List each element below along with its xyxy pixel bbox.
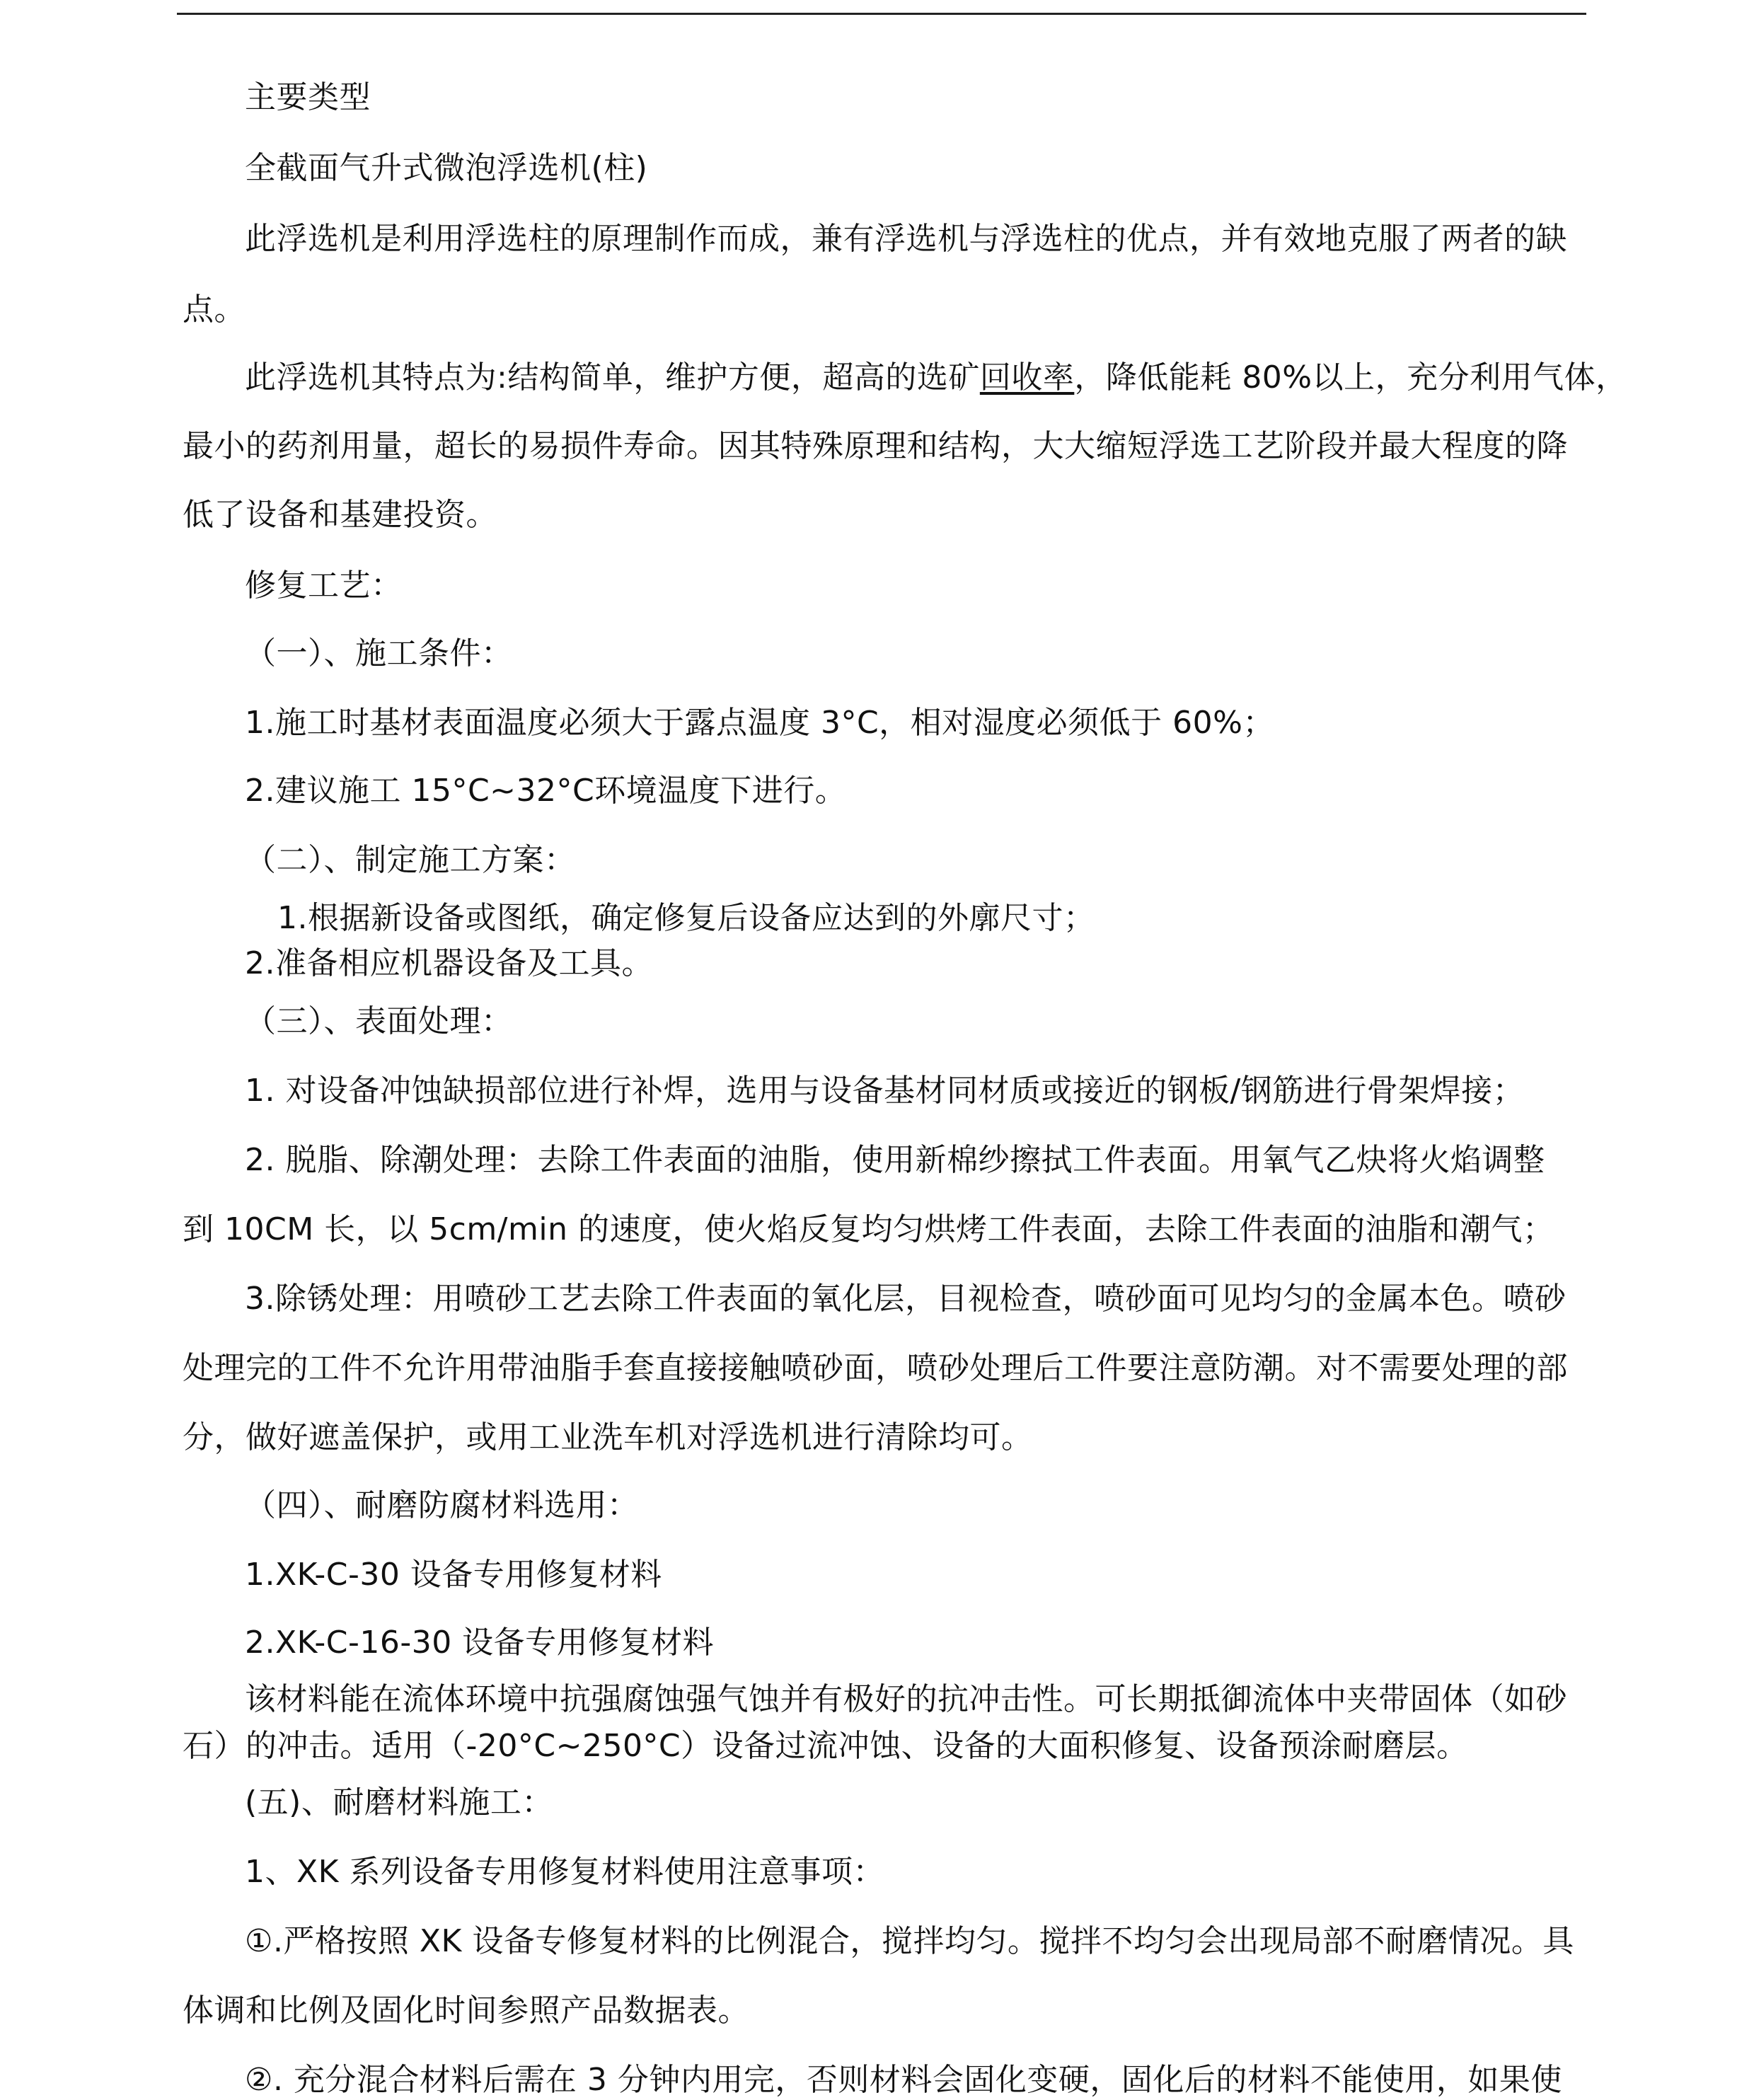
section1-title: （一）、施工条件： <box>245 635 513 671</box>
para2-line3: 低了设备和基建投资。 <box>183 497 497 533</box>
para2-line2: 最小的药剂用量，超长的易损件寿命。因其特殊原理和结构，大大缩短浮选工艺阶段并最大程度的降 <box>183 428 1568 464</box>
heading-repair: 修复工艺： <box>245 567 403 604</box>
section1-item1: 1.施工时基材表面温度必须大于露点温度 3°C，相对湿度必须低于 60%； <box>245 705 1274 741</box>
section5-title: (五)、耐磨材料施工： <box>245 1784 553 1821</box>
section3-item3-line1: 3.除锈处理：用喷砂工艺去除工件表面的氧化层，目视检查，喷砂面可见均匀的金属本色。喷砂 <box>245 1281 1567 1317</box>
section3-item1: 1. 对设备冲蚀缺损部位进行补焊，选用与设备基材同材质或接近的钢板/钢筋进行骨架焊接； <box>245 1073 1525 1109</box>
para2-text-b: ，降低能耗 80%以上，充分利用气体， <box>1074 359 1627 396</box>
section3-item2-line1: 2. 脱脂、除潮处理：去除工件表面的油脂，使用新棉纱擦拭工件表面。用氧气乙炔将火焰调整 <box>245 1142 1545 1178</box>
section5-note1-line2: 体调和比例及固化时间参照产品数据表。 <box>183 1992 749 2029</box>
section4-item1: 1.XK-C-30 设备专用修复材料 <box>245 1557 662 1593</box>
section3-title: （三）、表面处理： <box>245 1003 513 1039</box>
section4-item2: 2.XK-C-16-30 设备专用修复材料 <box>245 1625 715 1661</box>
section4-para-line1: 该材料能在流体环境中抗强腐蚀强气蚀并有极好的抗冲击性。可长期抵御流体中夹带固体（如砂 <box>245 1681 1567 1717</box>
section3-item2-line2: 到 10CM 长，以 5cm/min 的速度，使火焰反复均匀烘烤工件表面，去除工件表面的油脂和潮气； <box>183 1211 1554 1247</box>
para1-line1: 此浮选机是利用浮选柱的原理制作而成，兼有浮选机与浮选柱的优点，并有效地克服了两者的缺 <box>245 221 1567 257</box>
para2-text-a: 此浮选机其特点为:结构简单，维护方便，超高的选矿 <box>245 359 980 396</box>
section5-item1: 1、XK 系列设备专用修复材料使用注意事项： <box>245 1854 884 1890</box>
section5-note1-line1: ①.严格按照 XK 设备专修复材料的比例混合，搅拌均匀。搅拌不均匀会出现局部不耐磨情况。具 <box>245 1923 1574 1959</box>
section5-note2-line1: ②. 充分混合材料后需在 3 分钟内用完，否则材料会固化变硬，固化后的材料不能使用，如果使 <box>245 2062 1562 2098</box>
section4-para-line2: 石）的冲击。适用（-20°C~250°C）设备过流冲蚀、设备的大面积修复、设备预涂耐磨层。 <box>183 1728 1468 1764</box>
heading-main-types: 主要类型 <box>245 79 371 115</box>
section4-title: （四）、耐磨防腐材料选用： <box>245 1487 639 1523</box>
heading-machine: 全截面气升式微泡浮选机(柱) <box>245 150 648 186</box>
header-rule <box>177 13 1586 15</box>
section2-title: （二）、制定施工方案： <box>245 842 576 878</box>
section3-item3-line2: 处理完的工件不允许用带油脂手套直接接触喷砂面，喷砂处理后工件要注意防潮。对不需要处理的部 <box>183 1350 1568 1386</box>
section2-item1: 1.根据新设备或图纸，确定修复后设备应达到的外廓尺寸； <box>277 900 1095 936</box>
para1-line2: 点。 <box>183 292 246 328</box>
section2-item2: 2.准备相应机器设备及工具。 <box>245 945 653 981</box>
recovery-rate-link[interactable]: 回收率 <box>979 359 1075 396</box>
para2-line1 <box>245 358 1627 398</box>
section1-item2: 2.建议施工 15°C~32°C环境温度下进行。 <box>245 773 847 809</box>
section3-item3-line3: 分，做好遮盖保护，或用工业洗车机对浮选机进行清除均可。 <box>183 1419 1033 1455</box>
